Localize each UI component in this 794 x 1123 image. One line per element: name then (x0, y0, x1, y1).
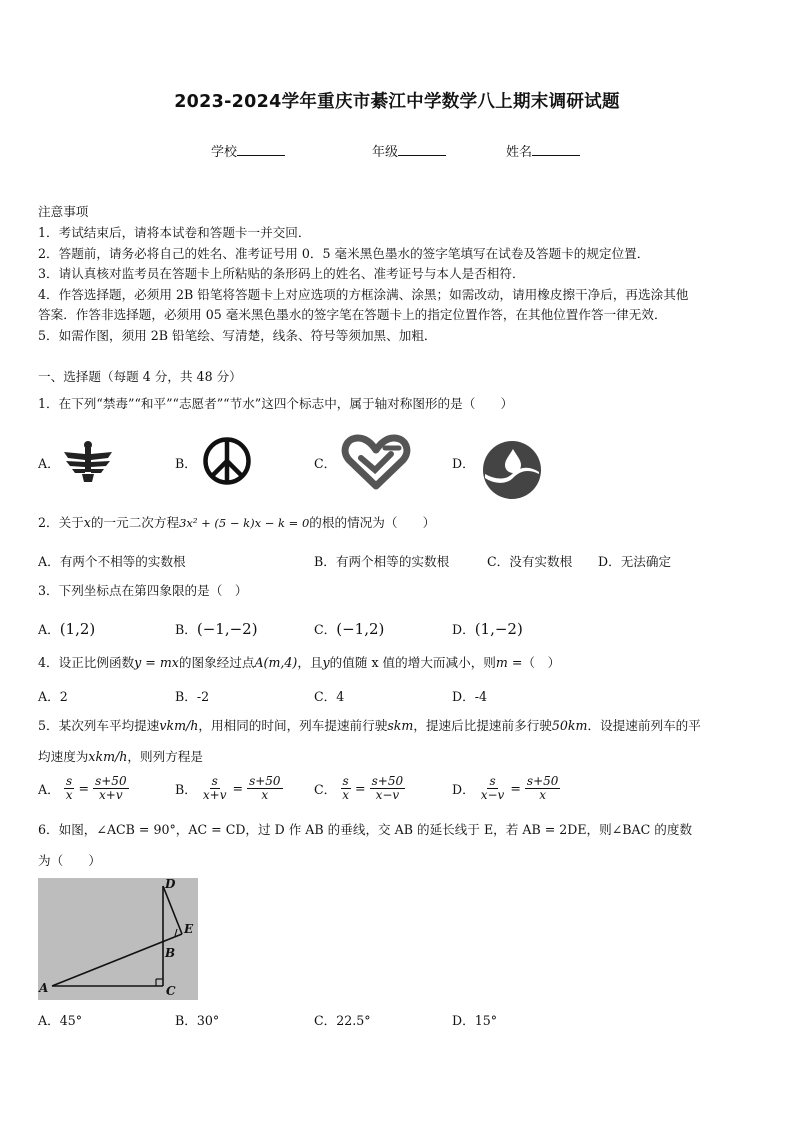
geometry-figure (38, 878, 198, 1000)
water-drop-icon[interactable] (482, 440, 542, 504)
q6-option-d[interactable]: D．15° (452, 1013, 498, 1028)
point-c-label: C (166, 984, 176, 998)
q2-option-a[interactable]: A．有两个不相等的实数根 (38, 554, 186, 569)
q2-suffix: 的根的情况为（ ） (309, 515, 436, 530)
q5-option-c[interactable]: C． $\frac{s}{x}$ = $\frac{s+50}{x-v}$ (314, 774, 404, 802)
q2-option-c[interactable]: C．没有实数根 (487, 554, 573, 569)
q2-middle: 的一元二次方程 (90, 515, 180, 530)
q4-option-b[interactable]: B．-2 (175, 689, 210, 704)
q6-option-a[interactable]: A．45° (38, 1013, 83, 1028)
question-5-line-2: 均速度为xkm/h，则列方程是 (38, 749, 203, 764)
q2-option-d[interactable]: D．无法确定 (598, 554, 672, 569)
question-6-line-2: 为（ ） (38, 853, 101, 868)
q4-option-d[interactable]: D．-4 (452, 689, 487, 704)
q2-option-b[interactable]: B．有两个相等的实数根 (314, 554, 450, 569)
grade-label: 年级 (372, 145, 399, 160)
question-1-stem: 1．在下列“禁毒”“和平”“志愿者”“节水”这四个标志中，属于轴对称图形的是（ ） (38, 396, 514, 411)
q1-option-a-label: A． (38, 456, 60, 471)
q3-option-c[interactable]: C．(−1,2) (314, 620, 385, 638)
question-2-stem (38, 515, 435, 531)
question-3-stem: 3．下列坐标点在第四象限的是（ ） (38, 583, 248, 598)
section-heading: 一、选择题（每题 4 分，共 48 分） (38, 369, 242, 384)
school-label: 学校 (211, 145, 238, 160)
notice-item: 3．请认真核对监考员在答题卡上所粘贴的条形码上的姓名、准考证号与本人是否相符． (38, 266, 525, 281)
notice-item: 答案．作答非选择题，必须用 05 毫米黑色墨水的签字笔在答题卡上的指定位置作答，在其他位置作答一律无效． (38, 307, 667, 322)
q6-option-c[interactable]: C．22.5° (314, 1013, 371, 1028)
q5-option-a[interactable]: A． $\frac{s}{x}$ = $\frac{s+50}{x+v}$ (38, 774, 127, 802)
q6-option-b[interactable]: B．30° (175, 1013, 220, 1028)
name-field (506, 141, 580, 160)
notice-item: 4．作答选择题，必须用 2B 铅笔将答题卡上对应选项的方框涂满、涂黑；如需改动，请用橡皮擦干净后，再选涂其他 (38, 287, 689, 302)
q4-option-a[interactable]: A．2 (38, 689, 68, 704)
notice-item: 2．答题前，请务必将自己的姓名、准考证号用 0．5 毫米黑色墨水的签字笔填写在试卷及答题卡的规定位置． (38, 246, 650, 261)
school-field (211, 141, 285, 160)
peace-sign-icon[interactable] (202, 436, 252, 490)
school-blank[interactable] (237, 143, 285, 156)
eagle-emblem-icon[interactable] (62, 438, 114, 488)
heart-hand-icon[interactable] (341, 434, 411, 494)
name-blank[interactable] (532, 143, 580, 156)
question-5-line-1: 5．某次列车平均提速vkm/h，用相同的时间，列车提速前行驶skm，提速后比提速前多行驶50km．设提速前列车的平 (38, 718, 701, 733)
question-6-line-1: 6．如图，∠ACB = 90°，AC = CD，过 D 作 AB 的垂线，交 AB 的延长线于 E，若 AB = 2DE，则∠BAC 的度数 (38, 822, 693, 837)
point-e-label: E (184, 922, 194, 936)
page-title: 2023-2024学年重庆市綦江中学数学八上期末调研试题 (174, 92, 620, 112)
q5-option-b[interactable]: B． $\frac{s}{x+v}$ = $\frac{s+50}{x}$ (175, 774, 281, 802)
q1-option-b-label: B． (175, 456, 197, 471)
q3-option-b[interactable]: B．(−1,−2) (175, 620, 258, 638)
name-label: 姓名 (506, 145, 533, 160)
q5-option-d[interactable]: D． $\frac{s}{x-v}$ = $\frac{s+50}{x}$ (452, 774, 559, 802)
q1-option-d-label: D． (452, 456, 475, 471)
q2-var: x (83, 515, 91, 530)
grade-field (372, 141, 446, 160)
question-4-stem: 4．设正比例函数y = mx的图象经过点A(m,4)，且y的值随 x 值的增大而减小，则m =（ ） (38, 655, 561, 670)
notice-item: 1．考试结束后，请将本试卷和答题卡一并交回． (38, 225, 311, 240)
q2-prefix: 2．关于 (38, 515, 84, 530)
q1-option-c-label: C． (314, 456, 337, 471)
q3-option-a[interactable]: A．(1,2) (38, 620, 96, 638)
point-b-label: B (165, 946, 176, 960)
q2-equation: 3x² + (5 − k)x − k = 0 (179, 516, 310, 530)
notice-item: 5．如需作图，须用 2B 铅笔绘、写清楚，线条、符号等须加黑、加粗． (38, 328, 437, 343)
q4-option-c[interactable]: C．4 (314, 689, 345, 704)
q3-option-d[interactable]: D．(1,−2) (452, 620, 523, 638)
point-d-label: D (165, 877, 176, 891)
grade-blank[interactable] (398, 143, 446, 156)
notice-heading: 注意事项 (38, 204, 89, 219)
point-a-label: A (39, 981, 49, 995)
